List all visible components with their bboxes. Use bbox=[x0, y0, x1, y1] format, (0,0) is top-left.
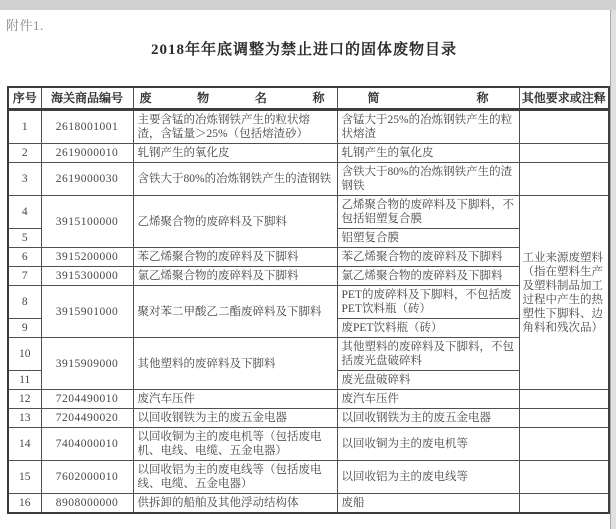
page-title: 2018年年底调整为禁止进口的固体废物目录 bbox=[150, 42, 457, 58]
table-row bbox=[8, 163, 609, 196]
cell-short: 苯乙烯聚合物的废碎料及下脚料 bbox=[337, 248, 519, 267]
cell-code: 2619000030 bbox=[41, 163, 133, 196]
cell-no: 13 bbox=[8, 409, 41, 428]
cell-name: 聚对苯二甲酸乙二酯废碎料及下脚料 bbox=[133, 286, 337, 338]
cell-short: 含锰大于25%的冶炼钢铁产生的粒状熔渣 bbox=[337, 110, 519, 144]
cell-no: 14 bbox=[8, 428, 41, 461]
cell-note bbox=[519, 494, 609, 514]
cell-no: 7 bbox=[8, 267, 41, 286]
cell-code: 7204490020 bbox=[41, 409, 133, 428]
table-row bbox=[8, 461, 609, 494]
cell-no: 11 bbox=[8, 371, 41, 390]
table-row bbox=[8, 267, 609, 286]
cell-note bbox=[519, 428, 609, 461]
cell-code: 7602000010 bbox=[41, 461, 133, 494]
cell-code: 8908000000 bbox=[41, 494, 133, 514]
cell-short: 乙烯聚合物的废碎料及下脚料，不包括铝塑复合膜 bbox=[337, 196, 519, 229]
header-note: 其他要求或注释 bbox=[519, 87, 609, 110]
table-row bbox=[8, 248, 609, 267]
table-row bbox=[8, 428, 609, 461]
cell-name: 废汽车压件 bbox=[133, 390, 337, 409]
cell-note bbox=[519, 409, 609, 428]
header-short-char: 简 bbox=[367, 91, 380, 105]
header-short-spread bbox=[340, 91, 517, 105]
header-no: 序号 bbox=[8, 87, 41, 110]
cell-note-merged: 工业来源废塑料（指在塑料生产及塑料制品加工过程中产生的热塑性下脚料、边角料和残次品） bbox=[519, 196, 609, 390]
cell-no: 1 bbox=[8, 110, 41, 144]
cell-no: 8 bbox=[8, 286, 41, 319]
cell-code: 3915300000 bbox=[41, 267, 133, 286]
cell-code: 7404000010 bbox=[41, 428, 133, 461]
cell-code: 3915100000 bbox=[41, 196, 133, 248]
cell-short: 以回收铝为主的废电线等 bbox=[337, 461, 519, 494]
header-name-spread bbox=[136, 91, 335, 105]
cell-code: 7204490010 bbox=[41, 390, 133, 409]
cell-no: 3 bbox=[8, 163, 41, 196]
cell-name: 轧钢产生的氧化皮 bbox=[133, 144, 337, 163]
cell-short: 氯乙烯聚合物的废碎料及下脚料 bbox=[337, 267, 519, 286]
cell-no: 2 bbox=[8, 144, 41, 163]
cell-name: 含铁大于80%的冶炼钢铁产生的渣钢铁 bbox=[133, 163, 337, 196]
cell-no: 12 bbox=[8, 390, 41, 409]
cell-short: 以回收钢铁为主的废五金电器 bbox=[337, 409, 519, 428]
cell-name: 供拆卸的船舶及其他浮动结构体 bbox=[133, 494, 337, 514]
cell-no: 4 bbox=[8, 196, 41, 229]
attachment-label: 附件1. bbox=[6, 18, 44, 33]
cell-short: 含铁大于80%的冶炼钢铁产生的渣钢铁 bbox=[337, 163, 519, 196]
cell-note bbox=[519, 110, 609, 144]
cell-code: 3915200000 bbox=[41, 248, 133, 267]
table-row bbox=[8, 196, 609, 229]
cell-note bbox=[519, 461, 609, 494]
table-row bbox=[8, 409, 609, 428]
table-row bbox=[8, 286, 609, 319]
cell-no: 5 bbox=[8, 229, 41, 248]
waste-catalog-table bbox=[7, 86, 610, 514]
cell-short: 废光盘破碎料 bbox=[337, 371, 519, 390]
cell-short: 轧钢产生的氧化皮 bbox=[337, 144, 519, 163]
cell-short: 废PET饮料瓶（砖） bbox=[337, 319, 519, 338]
cell-name: 以回收钢铁为主的废五金电器 bbox=[133, 409, 337, 428]
header-row bbox=[8, 87, 609, 110]
cell-name: 主要含锰的冶炼钢铁产生的粒状熔渣，含锰量＞25%（包括熔渣砂） bbox=[133, 110, 337, 144]
header-name-char: 名 bbox=[254, 91, 267, 105]
header-name bbox=[133, 87, 337, 110]
header-name-char: 称 bbox=[312, 91, 325, 105]
header-code: 海关商品编号 bbox=[41, 87, 133, 110]
cell-code: 3915901000 bbox=[41, 286, 133, 338]
table-row bbox=[8, 110, 609, 144]
cell-code: 3915909000 bbox=[41, 338, 133, 390]
cell-name: 其他塑料的废碎料及下脚料 bbox=[133, 338, 337, 390]
photo-right-edge bbox=[610, 10, 616, 529]
cell-note bbox=[519, 390, 609, 409]
cell-short: 铝塑复合膜 bbox=[337, 229, 519, 248]
cell-note bbox=[519, 163, 609, 196]
cell-no: 16 bbox=[8, 494, 41, 514]
cell-no: 10 bbox=[8, 338, 41, 371]
cell-short: PET的废碎料及下脚料，不包括废PET饮料瓶（砖） bbox=[337, 286, 519, 319]
photo-top-edge bbox=[0, 0, 616, 10]
cell-note bbox=[519, 144, 609, 163]
cell-name: 苯乙烯聚合物的废碎料及下脚料 bbox=[133, 248, 337, 267]
table-row bbox=[8, 144, 609, 163]
header-short bbox=[337, 87, 519, 110]
cell-no: 6 bbox=[8, 248, 41, 267]
cell-code: 2619000010 bbox=[41, 144, 133, 163]
cell-no: 15 bbox=[8, 461, 41, 494]
cell-short: 废船 bbox=[337, 494, 519, 514]
cell-name: 氯乙烯聚合物的废碎料及下脚料 bbox=[133, 267, 337, 286]
cell-short: 以回收铜为主的废电机等 bbox=[337, 428, 519, 461]
cell-no: 9 bbox=[8, 319, 41, 338]
cell-code: 2618001001 bbox=[41, 110, 133, 144]
table-row bbox=[8, 390, 609, 409]
cell-name: 以回收铝为主的废电线等（包括废电线、电缆、五金电器） bbox=[133, 461, 337, 494]
cell-short: 其他塑料的废碎料及下脚料，不包括废光盘破碎料 bbox=[337, 338, 519, 371]
header-short-char: 称 bbox=[476, 91, 489, 105]
header-name-char: 物 bbox=[197, 91, 210, 105]
cell-name: 乙烯聚合物的废碎料及下脚料 bbox=[133, 196, 337, 248]
table-row bbox=[8, 494, 609, 514]
header-name-char: 废 bbox=[139, 91, 152, 105]
cell-name: 以回收铜为主的废电机等（包括废电机、电线、电缆、五金电器） bbox=[133, 428, 337, 461]
table-row bbox=[8, 338, 609, 371]
cell-short: 废汽车压件 bbox=[337, 390, 519, 409]
